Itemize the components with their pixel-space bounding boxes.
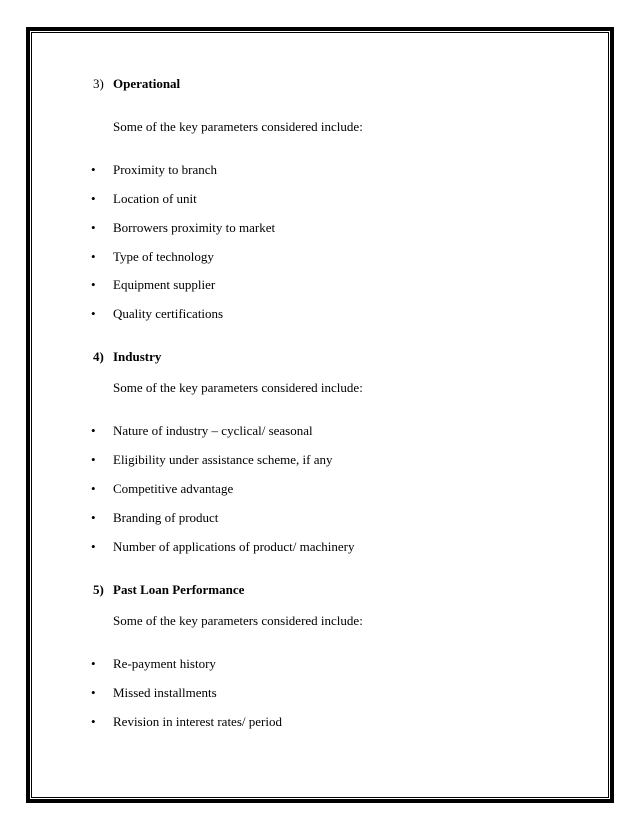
list-item: Nature of industry – cyclical/ seasonal — [113, 423, 313, 438]
bullet: • — [91, 539, 96, 554]
list-item: Re-payment history — [113, 656, 216, 671]
bullet: • — [91, 656, 96, 671]
bullet: • — [91, 510, 96, 525]
section-5-title: Past Loan Performance — [113, 582, 245, 597]
list-item: Missed installments — [113, 685, 217, 700]
list-item: Eligibility under assistance scheme, if any — [113, 452, 333, 467]
list-item: Competitive advantage — [113, 481, 234, 496]
bullet: • — [91, 685, 96, 700]
section-5-intro: Some of the key parameters considered include: — [113, 613, 363, 628]
bullet: • — [91, 306, 96, 321]
bullet: • — [91, 191, 96, 206]
list-item: Equipment supplier — [113, 277, 216, 292]
bullet: • — [91, 277, 96, 292]
bullet: • — [91, 162, 96, 177]
section-3-title: Operational — [113, 76, 181, 91]
list-item: Proximity to branch — [113, 162, 217, 177]
bullet: • — [91, 481, 96, 496]
section-5-number: 5) — [93, 582, 104, 597]
list-item: Type of technology — [113, 249, 214, 264]
bullet: • — [91, 714, 96, 729]
list-item: Revision in interest rates/ period — [113, 714, 282, 729]
section-3-intro: Some of the key parameters considered include: — [113, 119, 363, 134]
section-4-number: 4) — [93, 349, 104, 364]
bullet: • — [91, 220, 96, 235]
list-item: Branding of product — [113, 510, 219, 525]
list-item: Quality certifications — [113, 306, 224, 321]
section-4-intro: Some of the key parameters considered include: — [113, 380, 363, 395]
bullet: • — [91, 423, 96, 438]
list-item: Location of unit — [113, 191, 197, 206]
section-4-title: Industry — [113, 349, 162, 364]
bullet: • — [91, 249, 96, 264]
list-item: Borrowers proximity to market — [113, 220, 276, 235]
bullet: • — [91, 452, 96, 467]
list-item: Number of applications of product/ machinery — [113, 539, 355, 554]
section-3-number: 3) — [93, 76, 104, 91]
